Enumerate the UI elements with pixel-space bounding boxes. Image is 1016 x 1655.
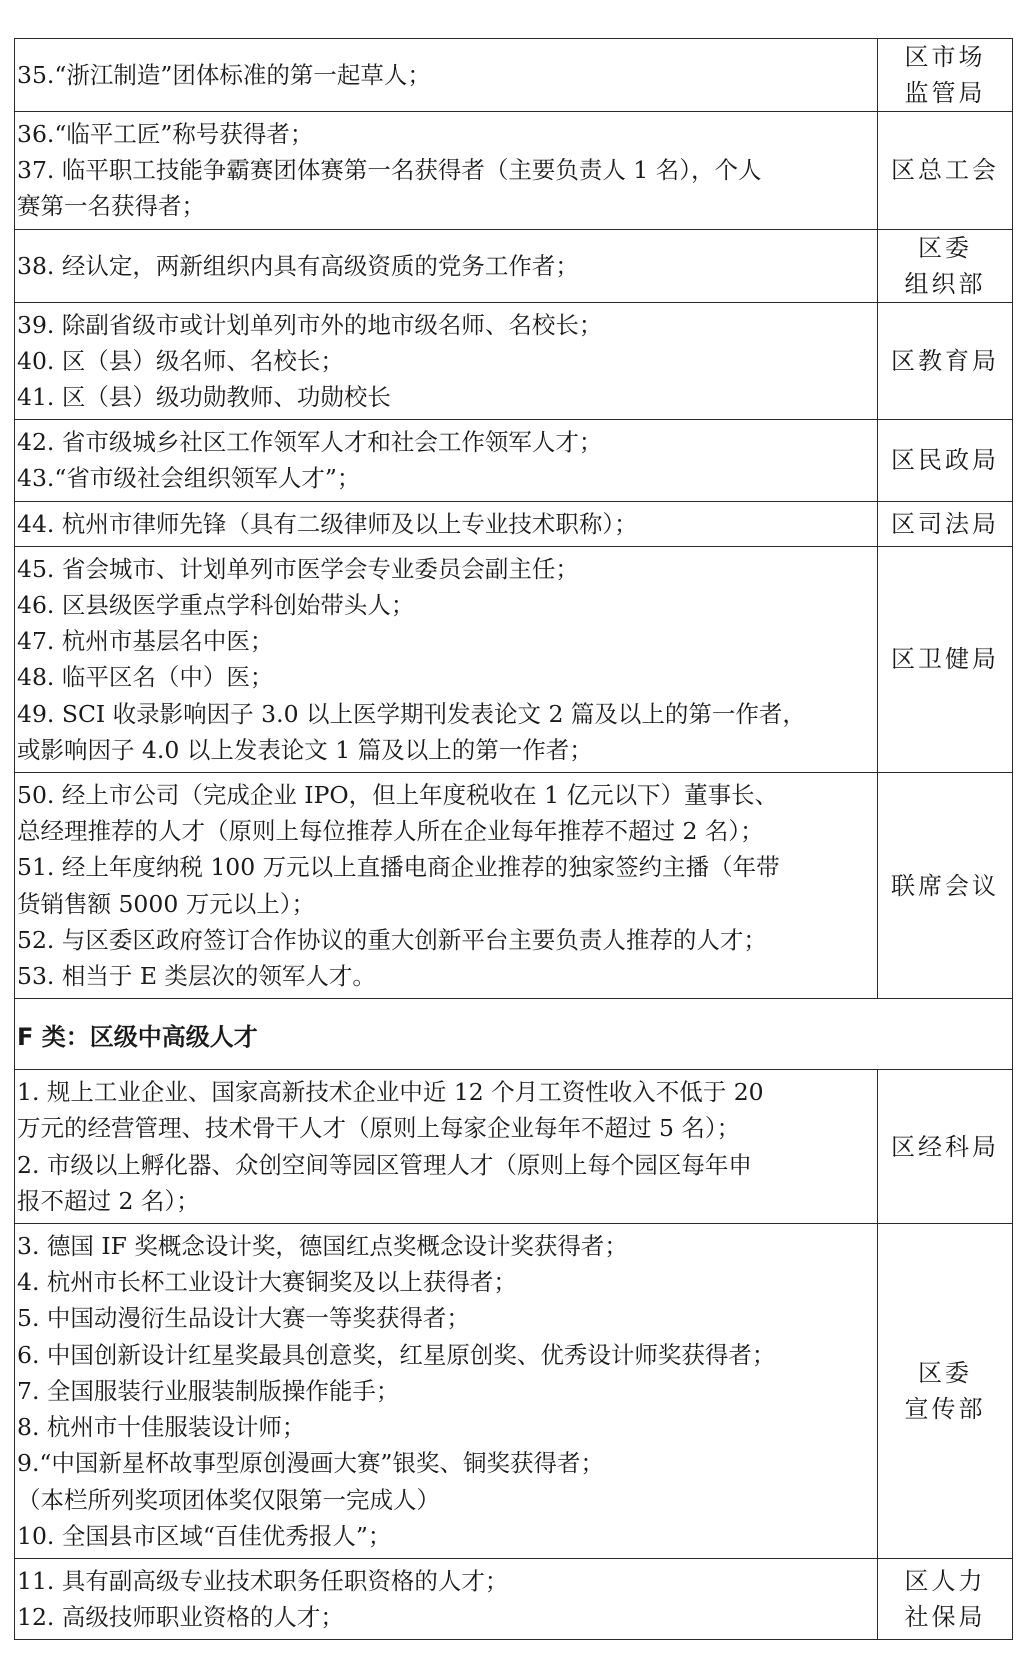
department-name: 区卫健局 (891, 645, 999, 674)
item-line: 9.“中国新星杯故事型原创漫画大赛”银奖、铜奖获得者； (17, 1449, 604, 1478)
table-row (15, 501, 1013, 546)
item-line: 43.“省市级社会组织领军人才”； (17, 464, 361, 493)
department-name: 区司法局 (891, 509, 999, 538)
category-row (15, 999, 1013, 1070)
department-name: 区总工会 (891, 156, 999, 185)
department-name: 组织部 (904, 269, 986, 298)
department-name: 宣传部 (904, 1394, 986, 1423)
department-name: 区教育局 (891, 346, 999, 375)
item-line: 40. 区（县）级名师、名校长； (17, 346, 344, 375)
department-cell (878, 773, 1013, 999)
table-row (15, 546, 1013, 772)
item-line: 49. SCI 收录影响因子 3.0 以上医学期刊发表论文 2 篇及以上的第一作者， (17, 699, 806, 728)
department-name: 区民政局 (891, 446, 999, 475)
table-body-f-header (15, 999, 1013, 1070)
item-line: 货销售额 5000 万元以上）； (17, 889, 315, 918)
items-cell (15, 39, 878, 112)
table-row (15, 229, 1013, 302)
category-heading: F 类：区级中高级人才 (15, 999, 1013, 1070)
item-line: 42. 省市级城乡社区工作领军人才和社会工作领军人才； (17, 428, 603, 457)
department-name: 区人力 (904, 1567, 986, 1596)
department-cell (878, 1558, 1013, 1639)
item-line: 37. 临平职工技能争霸赛团体赛第一名获得者（主要负责人 1 名），个人 (17, 156, 762, 185)
items-cell (15, 229, 878, 302)
department-cell (878, 112, 1013, 230)
item-line: 6. 中国创新设计红星奖最具创意奖，红星原创奖、优秀设计师奖获得者； (17, 1340, 776, 1369)
item-line: 万元的经营管理、技术骨干人才（原则上每家企业每年不超过 5 名）； (17, 1114, 741, 1143)
department-cell (878, 501, 1013, 546)
item-line: 1. 规上工业企业、国家高新技术企业中近 12 个月工资性收入不低于 20 (17, 1078, 764, 1107)
department-cell (878, 39, 1013, 112)
item-line: 39. 除副省级市或计划单列市外的地市级名师、名校长； (17, 310, 603, 339)
table-row (15, 773, 1013, 999)
table-body-e-category (15, 39, 1013, 999)
items-cell (15, 1558, 878, 1639)
item-line: 36.“临平工匠”称号获得者； (17, 120, 314, 148)
item-line: 8. 杭州市十佳服装设计师； (17, 1413, 306, 1442)
department-name: 监管局 (904, 79, 986, 107)
items-cell (15, 1070, 878, 1224)
table-row (15, 39, 1013, 112)
item-line: 10. 全国县市区域“百佳优秀报人”； (17, 1521, 392, 1550)
item-line: 总经理推荐的人才（原则上每位推荐人所在企业每年推荐不超过 2 名）； (17, 817, 764, 846)
department-cell (878, 1224, 1013, 1559)
item-line: 44. 杭州市律师先锋（具有二级律师及以上专业技术职称）； (17, 509, 638, 538)
department-name: 社保局 (904, 1603, 986, 1632)
table-row (15, 420, 1013, 501)
department-name: 区委 (918, 233, 972, 262)
table-row (15, 112, 1013, 230)
item-line: 46. 区县级医学重点学科创始带头人； (17, 591, 415, 620)
department-cell (878, 546, 1013, 772)
table-body-f-category (15, 1070, 1013, 1640)
item-line: 48. 临平区名（中）医； (17, 663, 274, 692)
item-line: 7. 全国服装行业服装制版操作能手； (17, 1376, 400, 1405)
item-line: 47. 杭州市基层名中医； (17, 627, 274, 656)
item-line: 50. 经上市公司（完成企业 IPO，但上年度税收在 1 亿元以下）董事长、 (17, 781, 779, 810)
table-row (15, 1070, 1013, 1224)
item-line: 或影响因子 4.0 以上发表论文 1 篇及以上的第一作者； (17, 735, 593, 764)
items-cell (15, 112, 878, 230)
items-cell (15, 420, 878, 501)
table-row (15, 1224, 1013, 1559)
table-row (15, 302, 1013, 420)
item-line: 35.“浙江制造”团体标准的第一起草人； (17, 60, 431, 89)
item-line: 赛第一名获得者； (17, 192, 205, 221)
department-cell (878, 1070, 1013, 1224)
items-cell (15, 773, 878, 999)
items-cell (15, 1224, 878, 1559)
item-line: 38. 经认定，两新组织内具有高级资质的党务工作者； (17, 251, 579, 280)
item-line: 11. 具有副高级专业技术职务任职资格的人才； (17, 1566, 509, 1595)
item-line: 报不超过 2 名）； (17, 1186, 200, 1215)
department-name: 联席会议 (891, 871, 999, 900)
department-cell (878, 229, 1013, 302)
item-line: 5. 中国动漫衍生品设计大赛一等奖获得者； (17, 1304, 470, 1333)
item-line: 52. 与区委区政府签订合作协议的重大创新平台主要负责人推荐的人才； (17, 925, 767, 954)
item-line: 3. 德国 IF 奖概念设计奖，德国红点奖概念设计奖获得者； (17, 1232, 628, 1261)
item-line: 4. 杭州市长杯工业设计大赛铜奖及以上获得者； (17, 1268, 517, 1297)
item-line: 51. 经上年度纳税 100 万元以上直播电商企业推荐的独家签约主播（年带 (17, 853, 780, 882)
table-row (15, 1558, 1013, 1639)
item-line: （本栏所列奖项团体奖仅限第一完成人） (17, 1485, 440, 1514)
items-cell (15, 302, 878, 420)
items-cell (15, 546, 878, 772)
talent-catalog-table (14, 38, 1013, 1640)
department-cell (878, 420, 1013, 501)
department-cell (878, 302, 1013, 420)
item-line: 41. 区（县）级功勋教师、功勋校长 (17, 383, 391, 412)
items-cell (15, 501, 878, 546)
department-name: 区市场 (904, 43, 986, 71)
department-name: 区委 (918, 1358, 972, 1387)
department-name: 区经科局 (891, 1132, 999, 1161)
item-line: 12. 高级技师职业资格的人才； (17, 1603, 344, 1632)
item-line: 45. 省会城市、计划单列市医学会专业委员会副主任； (17, 554, 579, 583)
item-line: 53. 相当于 E 类层次的领军人才。 (17, 962, 376, 991)
item-line: 2. 市级以上孵化器、众创空间等园区管理人才（原则上每个园区每年申 (17, 1150, 752, 1179)
